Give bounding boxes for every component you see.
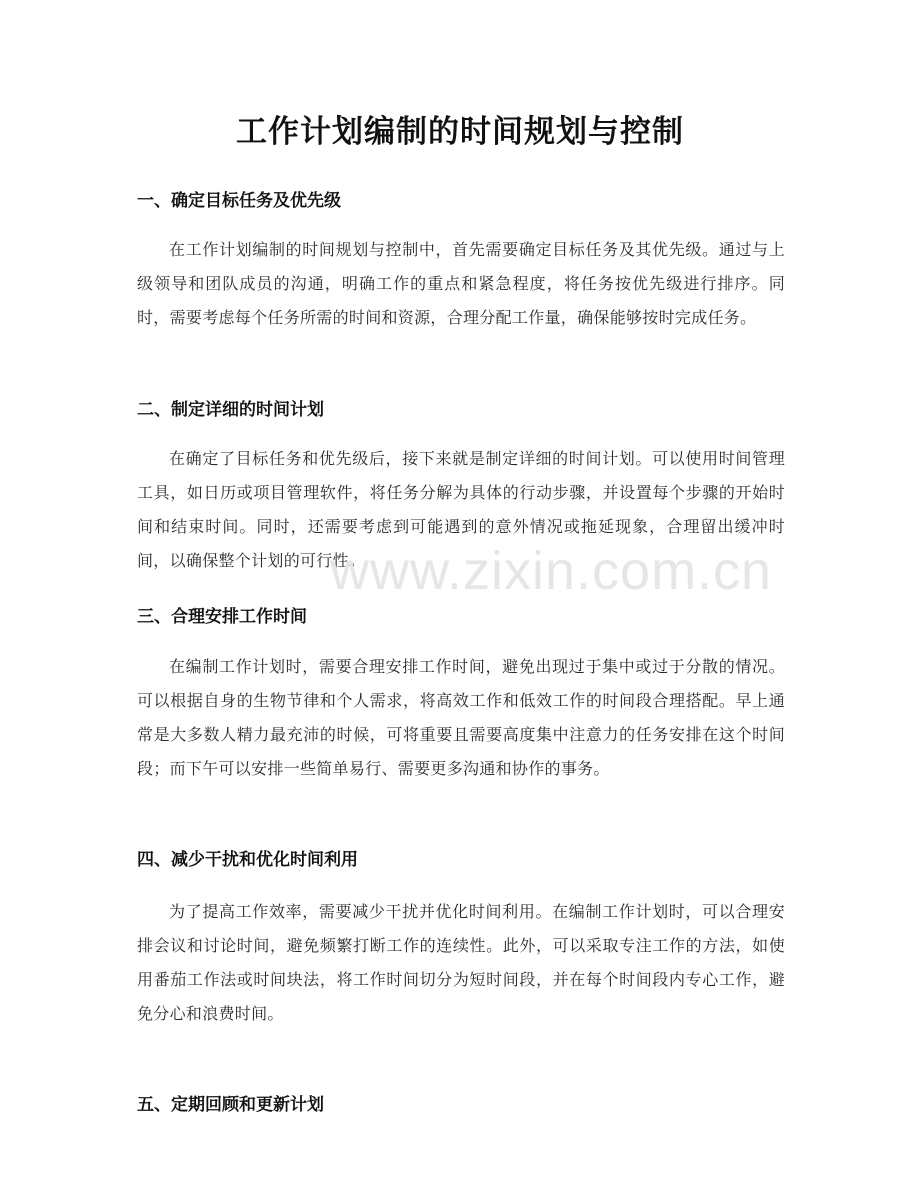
section-heading-4: 四、减少干扰和优化时间利用 xyxy=(137,850,358,870)
section-paragraph-1: 在工作计划编制的时间规划与控制中，首先需要确定目标任务及其优先级。通过与上级领导和团队成员的沟通，明确工作的重点和紧急程度，将任务按优先级进行排序。同时，需要考虑每个任务所需的时间和资源，合理分配工作量，确保能够按时完成任务。 xyxy=(137,240,785,327)
section-heading-5: 五、定期回顾和更新计划 xyxy=(137,1095,324,1115)
section-heading-2: 二、制定详细的时间计划 xyxy=(137,400,324,420)
section-heading-1: 一、确定目标任务及优先级 xyxy=(137,191,341,211)
section-paragraph-2: 在确定了目标任务和优先级后，接下来就是制定详细的时间计划。可以使用时间管理工具，如日历或项目管理软件，将任务分解为具体的行动步骤，并设置每个步骤的开始时间和结束时间。同时，还需要考虑到可能遇到的意外情况或拖延现象，合理留出缓冲时间，以确保整个计划的可行性。 xyxy=(137,449,785,570)
document-title: 工作计划编制的时间规划与控制 xyxy=(236,114,684,150)
watermark: www.zixin.com.cn xyxy=(330,541,773,601)
section-heading-3: 三、合理安排工作时间 xyxy=(137,607,307,627)
section-paragraph-4: 为了提高工作效率，需要减少干扰并优化时间利用。在编制工作计划时，可以合理安排会议和讨论时间，避免频繁打断工作的连续性。此外，可以采取专注工作的方法，如使用番茄工作法或时间块法，将工作时间切分为短时间段，并在每个时间段内专心工作，避免分心和浪费时间。 xyxy=(137,902,785,1023)
section-paragraph-3: 在编制工作计划时，需要合理安排工作时间，避免出现过于集中或过于分散的情况。可以根据自身的生物节律和个人需求，将高效工作和低效工作的时间段合理搭配。早上通常是大多数人精力最充沛的时候，可将重要且需要高度集中注意力的任务安排在这个时间段；而下午可以安排一些简单易行、需要更多沟通和协作的事务。 xyxy=(137,657,785,778)
